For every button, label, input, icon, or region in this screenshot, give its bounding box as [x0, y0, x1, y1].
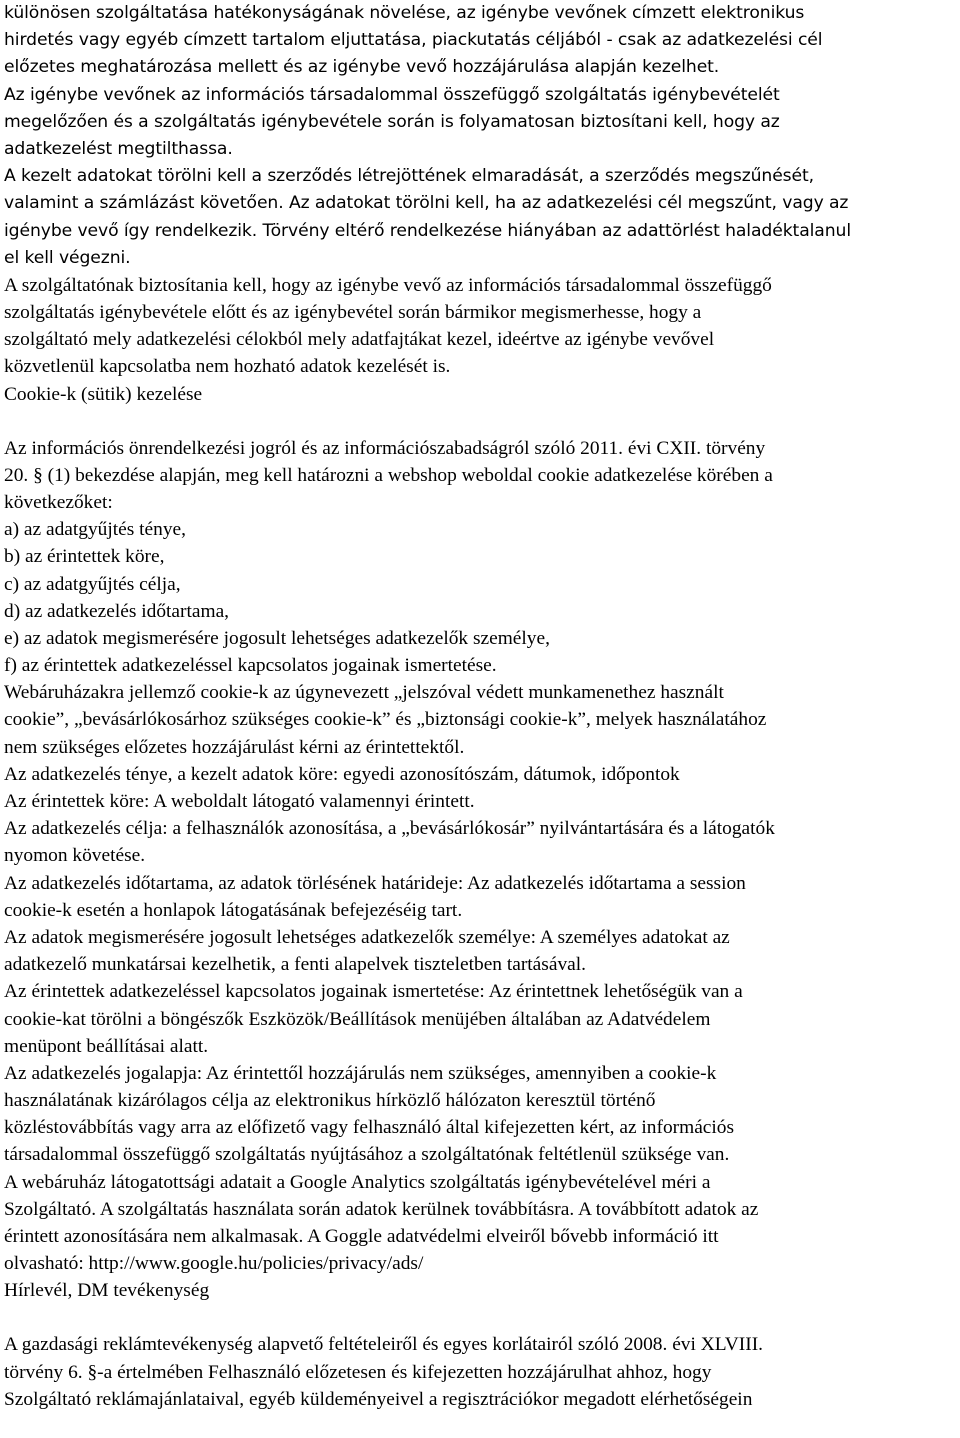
text-line: Az érintettek adatkezeléssel kapcsolatos jogainak ismertetése: Az érintettnek lehetőségük van a	[4, 981, 743, 1003]
text-line: b) az érintettek köre,	[4, 546, 165, 568]
text-line: c) az adatgyűjtés célja,	[4, 573, 181, 595]
text-line: valamint a számlázást követően. Az adatokat törölni kell, ha az adatkezelési cél megszűnt, vagy az	[4, 193, 849, 214]
text-line: 20. § (1) bekezdése alapján, meg kell határozni a webshop weboldal cookie adatkezelése körében a	[4, 464, 773, 486]
text-line: Az érintettek köre: A weboldalt látogató valamennyi érintett.	[4, 791, 475, 813]
document-page	[4, 0, 958, 1413]
text-line: Az adatkezelés jogalapja: Az érintettől hozzájárulás nem szükséges, amennyiben a cookie-k	[4, 1062, 717, 1084]
text-line: Az adatok megismerésére jogosult lehetséges adatkezelők személye: A személyes adatokat az	[4, 926, 730, 948]
text-line: Hírlevél, DM tevékenység	[4, 1280, 210, 1302]
text-line: Az igénybe vevőnek az információs társadalommal összefüggő szolgáltatás igénybevételét	[4, 84, 780, 105]
text-line: cookie-kat törölni a böngészők Eszközök/Beállítások menüjében általában az Adatvédelem	[4, 1008, 711, 1030]
text-line: különösen szolgáltatása hatékonyságának növelése, az igénybe vevőnek címzett elektronikus	[4, 3, 805, 23]
text-line: a) az adatgyűjtés ténye,	[4, 519, 186, 541]
text-line: Az adatkezelés célja: a felhasználók azonosítása, a „bevásárlókosár” nyilvántartására és a látogatók	[4, 818, 775, 840]
text-line: menüpont beállításai alatt.	[4, 1035, 209, 1057]
text-line: A szolgáltatónak biztosítania kell, hogy az igénybe vevő az információs társadalommal összefüggő	[4, 274, 772, 296]
text-line: f) az érintettek adatkezeléssel kapcsolatos jogainak ismertetése.	[4, 655, 497, 677]
text-line: megelőzően és a szolgáltatás igénybevétele során is folyamatosan biztosítani kell, hogy az	[4, 111, 780, 132]
text-line: törvény 6. §-a értelmében Felhasználó előzetesen és kifejezetten hozzájárulhat ahhoz, hogy	[4, 1361, 712, 1383]
text-line: hirdetés vagy egyéb címzett tartalom eljuttatása, piackutatás céljából - csak az adatkezelési cél	[4, 30, 823, 51]
text-line: közléstovábbítás vagy arra az előfizető vagy felhasználó által kifejezetten kért, az információs	[4, 1117, 735, 1139]
text-line: Cookie-k (sütik) kezelése	[4, 383, 203, 405]
text-line: közvetlenül kapcsolatba nem hozható adatok kezelését is.	[4, 356, 451, 378]
text-line: társadalommal összefüggő szolgáltatás nyújtásához a szolgáltatónak feltétlenül szüksége van.	[4, 1144, 730, 1166]
text-line: A gazdasági reklámtevékenység alapvető feltételeiről és egyes korlátairól szóló 2008. évi XLVIII.	[4, 1334, 764, 1356]
text-line: Szolgáltató. A szolgáltatás használata során adatok kerülnek továbbításra. A továbbított adatok az	[4, 1198, 759, 1220]
text-line: cookie-k esetén a honlapok látogatásának befejezéséig tart.	[4, 899, 463, 921]
text-line: e) az adatok megismerésére jogosult lehetséges adatkezelők személye,	[4, 627, 550, 649]
text-line: nyomon követése.	[4, 845, 146, 867]
text-line: cookie”, „bevásárlókosárhoz szükséges cookie-k” és „biztonsági cookie-k”, melyek használatához	[4, 709, 767, 731]
blank-line	[4, 408, 958, 435]
text-line: igénybe vevő így rendelkezik. Törvény eltérő rendelkezése hiányában az adattörlést haladéktalanul	[4, 220, 851, 241]
text-line: d) az adatkezelés időtartama,	[4, 600, 230, 622]
text-line: Szolgáltató reklámajánlataival, egyéb küldeményeivel a regisztrációkor megadott elérhetőségein	[4, 1388, 753, 1410]
text-line: A kezelt adatokat törölni kell a szerződés létrejöttének elmaradását, a szerződés megszűnését,	[4, 166, 815, 187]
text-line: nem szükséges előzetes hozzájárulást kérni az érintettektől.	[4, 736, 465, 758]
blank-line	[4, 1305, 958, 1332]
text-line: adatkezelő munkatársai kezelhetik, a fenti alapelvek tiszteletben tartásával.	[4, 954, 586, 976]
text-line: érintett azonosítására nem alkalmasak. A Goggle adatvédelmi elveiről bővebb információ itt	[4, 1226, 719, 1248]
text-line: előzetes meghatározása mellett és az igénybe vevő hozzájárulása alapján kezelhet.	[4, 57, 720, 78]
text-line: Webáruházakra jellemző cookie-k az úgynevezett „jelszóval védett munkamenethez használt	[4, 682, 724, 704]
text-line: Az információs önrendelkezési jogról és az információszabadságról szóló 2011. évi CXII. törvény	[4, 437, 766, 459]
text-line: következőket:	[4, 491, 113, 513]
text-line: Az adatkezelés ténye, a kezelt adatok köre: egyedi azonosítószám, dátumok, időpontok	[4, 763, 680, 785]
text-line: szolgáltató mely adatkezelési célokból mely adatfajtákat kezel, ideértve az igénybe vevővel	[4, 329, 715, 351]
text-line: szolgáltatás igénybevétele előtt és az igénybevétel során bármikor megismerhesse, hogy a	[4, 302, 702, 324]
text-line: Az adatkezelés időtartama, az adatok törlésének határideje: Az adatkezelés időtartama a session	[4, 872, 746, 894]
text-line: adatkezelést megtilthassa.	[4, 138, 233, 159]
text-line: el kell végezni.	[4, 247, 131, 268]
text-line: A webáruház látogatottsági adatait a Google Analytics szolgáltatás igénybevételével méri a	[4, 1171, 711, 1193]
text-line: olvasható: http://www.google.hu/policies/privacy/ads/	[4, 1253, 424, 1275]
text-line: használatának kizárólagos célja az elektronikus hírközlő hálózaton keresztül történő	[4, 1090, 656, 1112]
